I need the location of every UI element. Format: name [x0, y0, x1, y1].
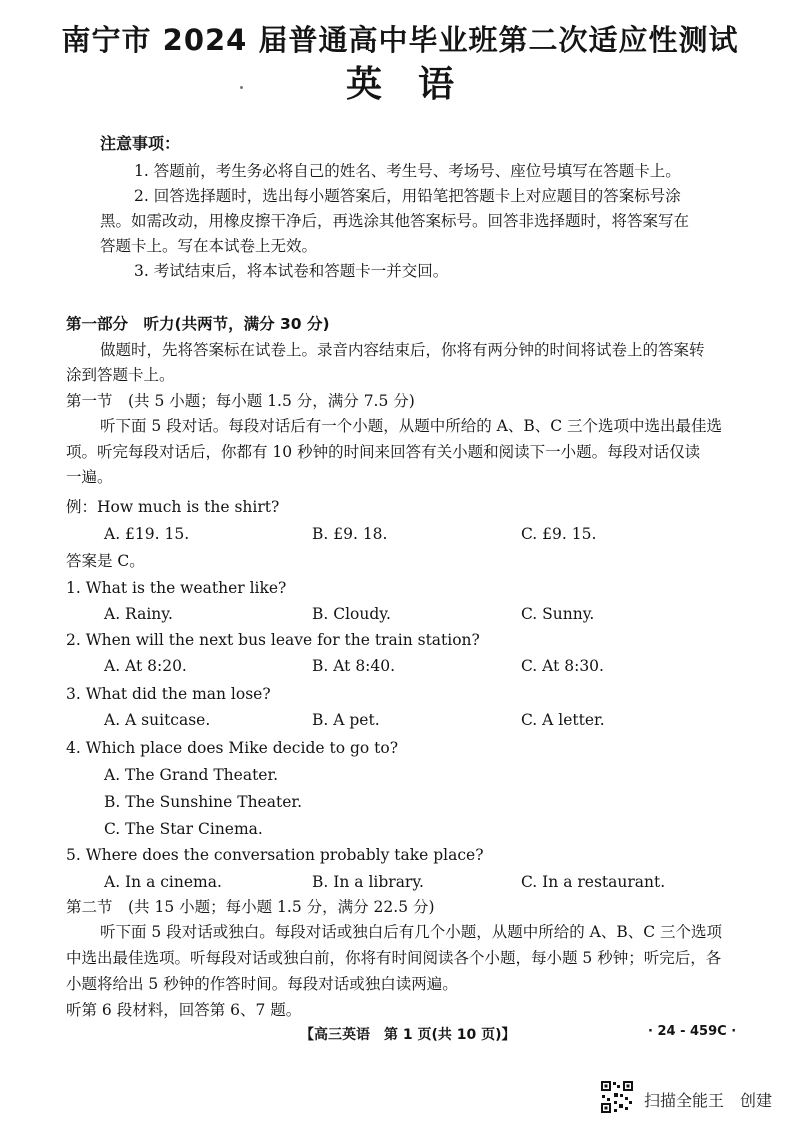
question-5-option-c: C. In a restaurant.: [521, 873, 666, 891]
notice-line-5: 3. 考试结束后，将本试卷和答题卡一并交回。: [134, 262, 449, 280]
question-3: 3. What did the man lose?: [66, 685, 271, 703]
section1-intro-2: 项。听完每段对话后，你都有 10 秒钟的时间来回答有关小题和阅读下一小题。每段对话仅读: [66, 443, 701, 461]
example-answer: 答案是 C。: [66, 552, 145, 570]
exam-title: 南宁市 2024 届普通高中毕业班第二次适应性测试: [61, 23, 739, 57]
section2-intro-3: 小题将给出 5 秒钟的作答时间。每段对话或独白读两遍。: [66, 975, 458, 993]
question-3-option-c: C. A letter.: [521, 711, 605, 729]
example-option-b: B. £9. 18.: [312, 525, 388, 543]
page-info: 【高三英语 第 1 页(共 10 页)】: [300, 1027, 516, 1043]
qr-code-icon: [600, 1080, 634, 1114]
notice-line-2: 2. 回答选择题时，选出每小题答案后，用铅笔把答题卡上对应题目的答案标号涂: [134, 187, 681, 205]
question-3-option-a: A. A suitcase.: [104, 711, 211, 729]
question-4-option-b: B. The Sunshine Theater.: [104, 793, 302, 811]
question-5-option-b: B. In a library.: [312, 873, 424, 891]
question-3-option-b: B. A pet.: [312, 711, 380, 729]
question-1-option-a: A. Rainy.: [104, 605, 173, 623]
question-2-option-c: C. At 8:30.: [521, 657, 604, 675]
question-4-option-c: C. The Star Cinema.: [104, 820, 263, 838]
section1-heading: 第一节 (共 5 小题；每小题 1.5 分，满分 7.5 分): [66, 392, 415, 410]
part1-heading: 第一部分 听力(共两节，满分 30 分): [66, 315, 330, 333]
question-4: 4. Which place does Mike decide to go to?: [66, 739, 399, 757]
page-footer: [0, 1012, 800, 1052]
question-2: 2. When will the next bus leave for the train station?: [66, 631, 480, 649]
section2-intro-2: 中选出最佳选项。听每段对话或独白前，你将有时间阅读各个小题，每小题 5 秒钟；听完后，各: [66, 949, 722, 967]
example-option-c: C. £9. 15.: [521, 525, 597, 543]
question-5-option-a: A. In a cinema.: [104, 873, 222, 891]
decorative-dot: [240, 86, 243, 89]
section2-material: 听第 6 段材料，回答第 6、7 题。: [66, 1001, 302, 1019]
question-1-option-c: C. Sunny.: [521, 605, 595, 623]
part1-intro-2: 涂到答题卡上。: [66, 366, 175, 384]
scanner-stamp: [600, 1080, 790, 1120]
section1-intro-3: 一遍。: [66, 468, 113, 486]
question-2-option-b: B. At 8:40.: [312, 657, 396, 675]
stamp-text: 扫描全能王 创建: [644, 1091, 773, 1110]
question-5: 5. Where does the conversation probably take place?: [66, 846, 484, 864]
notice-line-3: 黑。如需改动，用橡皮擦干净后，再选涂其他答案标号。回答非选择题时，将答案写在: [100, 212, 690, 230]
question-1: 1. What is the weather like?: [66, 579, 287, 597]
example-option-a: A. £19. 15.: [104, 525, 190, 543]
question-4-option-a: A. The Grand Theater.: [104, 766, 279, 784]
question-2-option-a: A. At 8:20.: [104, 657, 187, 675]
example-question: 例：How much is the shirt?: [66, 498, 280, 516]
subject-title: 英语: [345, 64, 490, 105]
notice-heading: 注意事项：: [100, 134, 181, 153]
section2-intro-1: 听下面 5 段对话或独白。每段对话或独白后有几个小题，从题中所给的 A、B、C 三个选项: [100, 923, 723, 941]
section2-heading: 第二节 (共 15 小题；每小题 1.5 分，满分 22.5 分): [66, 898, 435, 916]
section1-intro-1: 听下面 5 段对话。每段对话后有一个小题，从题中所给的 A、B、C 三个选项中选出最佳选: [100, 417, 723, 435]
exam-code: · 24 - 459C ·: [648, 1024, 737, 1039]
part1-intro-1: 做题时，先将答案标在试卷上。录音内容结束后，你将有两分钟的时间将试卷上的答案转: [100, 341, 705, 359]
question-1-option-b: B. Cloudy.: [312, 605, 391, 623]
notice-line-1: 1. 答题前，考生务必将自己的姓名、考生号、考场号、座位号填写在答题卡上。: [134, 162, 681, 180]
notice-line-4: 答题卡上。写在本试卷上无效。: [100, 237, 318, 255]
